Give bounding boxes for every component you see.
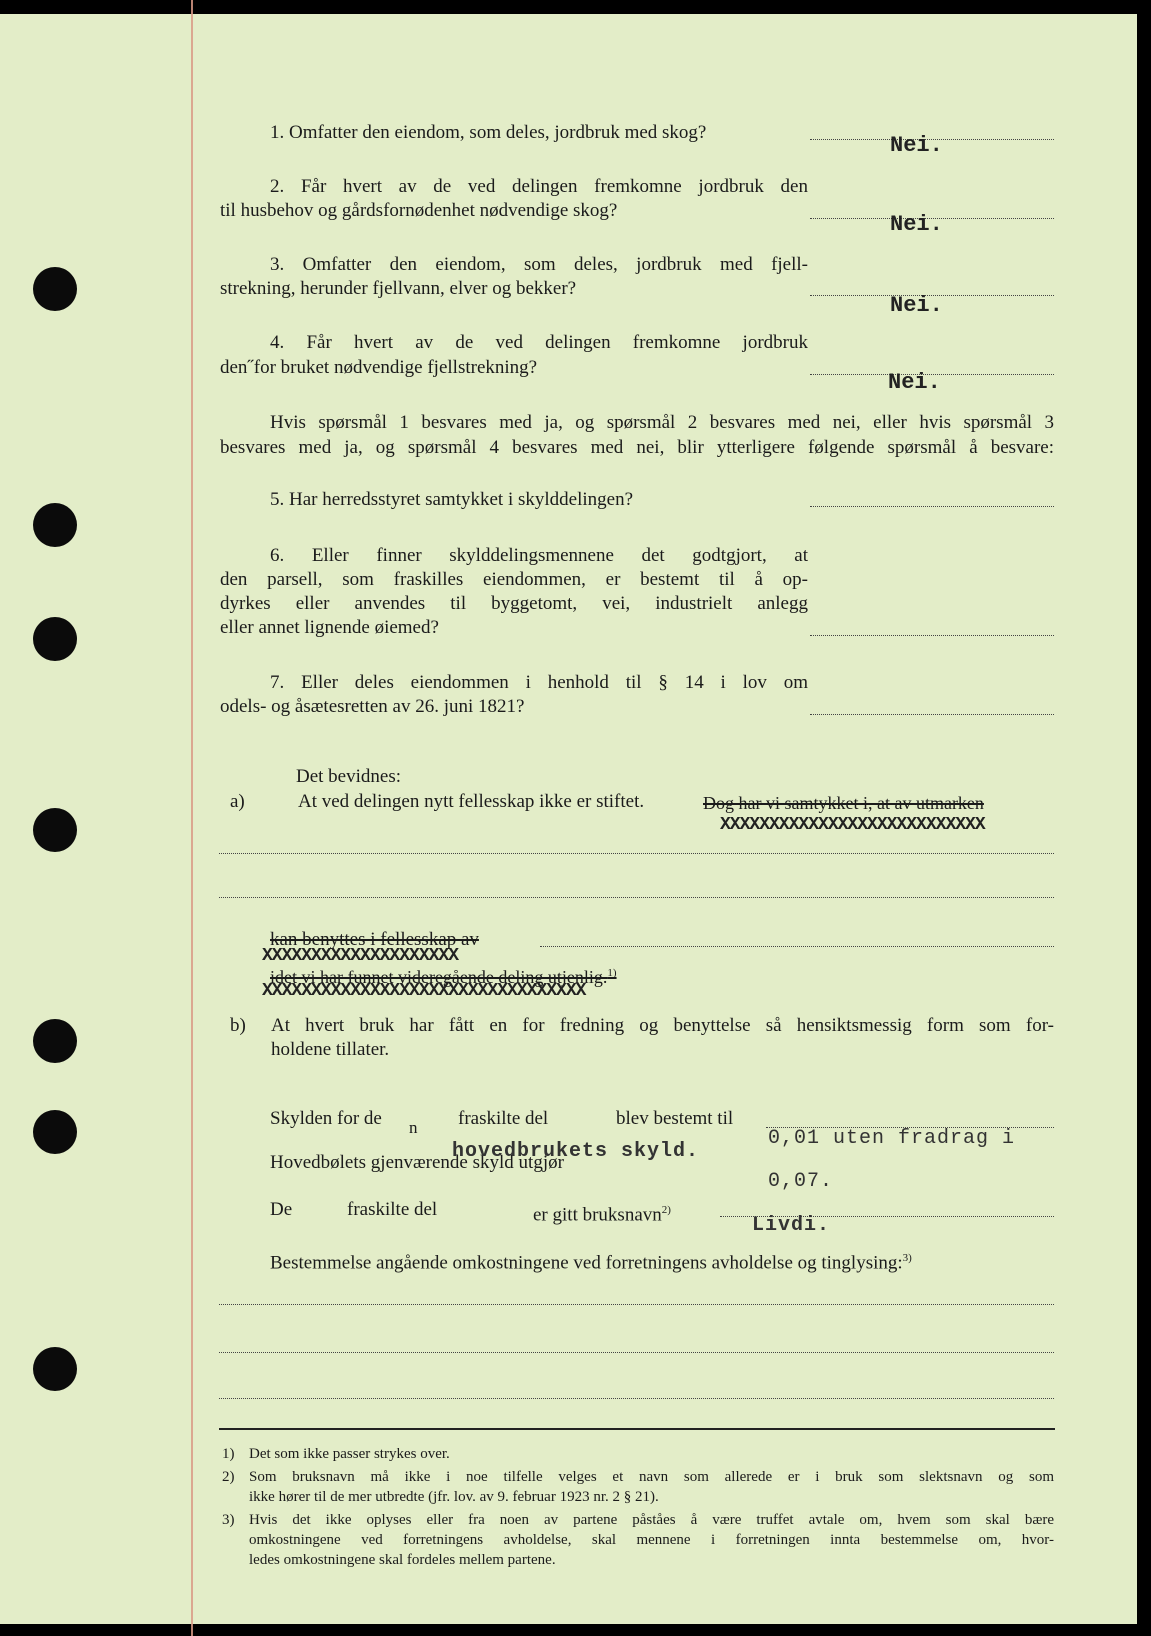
skyld-line-2-overtyped: hovedbrukets skyld. xyxy=(452,1140,700,1163)
answer-2: Nei. xyxy=(890,212,943,237)
skyld-line-3-end xyxy=(533,1198,671,1227)
punch-hole xyxy=(33,1347,77,1391)
item-a-text: At ved delingen nytt fellesskap ikke er stiftet. xyxy=(298,791,645,812)
question-6-line-1: 6. Eller finner skylddelingsmennene det godtgjort, at xyxy=(270,545,808,566)
struck-line-2: kan benyttes i fellesskap av xyxy=(270,929,479,950)
top-edge xyxy=(0,0,1151,14)
skyld-line-1-label: Skylden for de xyxy=(270,1108,382,1129)
skyld-line-3-end-text: er gitt bruksnavn xyxy=(533,1204,662,1226)
item-b-line-1: At hvert bruk har fått en for fredning og benyttelse så hensiktsmessig form som for- xyxy=(271,1015,1054,1036)
answer-line-5 xyxy=(810,506,1054,507)
question-2-line-2: til husbehov og gårdsfornødenhet nødvendige skog? xyxy=(220,200,618,221)
footnote-ref-2: 2) xyxy=(661,1204,671,1216)
question-6-line-3: dyrkes eller anvendes til byggetomt, vei, industrielt anlegg xyxy=(220,593,808,614)
x-overtype-row-3: XXXXXXXXXXXXXXXXXXXXXXXXXXXXXXXXX xyxy=(262,981,586,1001)
question-3-line-1: 3. Omfatter den eiendom, som deles, jordbruk med fjell- xyxy=(270,254,808,275)
punch-hole xyxy=(33,1110,77,1154)
blank-line-a1 xyxy=(219,853,1054,854)
punch-hole xyxy=(33,617,77,661)
item-a-struck-text: Dog har vi samtykket i, at av utmarken xyxy=(703,793,984,813)
punch-hole xyxy=(33,503,77,547)
footnote-ref-3: 3) xyxy=(902,1252,912,1264)
item-a-label: a) xyxy=(230,791,245,812)
skyld-line-1-mid: fraskilte del xyxy=(458,1108,549,1129)
intro-line-2: besvares med ja, og spørsmål 4 besvares med nei, blir ytterligere følgende spørsmål å besvare: xyxy=(220,437,1054,458)
skyld-line-4-text: Bestemmelse angående omkostningene ved forretningens avholdelse og tinglysing: xyxy=(270,1252,903,1274)
footnote-1-line-1: Det som ikke passer strykes over. xyxy=(249,1446,450,1462)
answer-line-6 xyxy=(810,635,1054,636)
intro-line-1: Hvis spørsmål 1 besvares med ja, og spørsmål 2 besvares med nei, eller hvis spørsmål 3 xyxy=(270,412,1054,433)
punch-hole xyxy=(33,267,77,311)
bottom-edge xyxy=(0,1624,1151,1636)
punch-hole xyxy=(33,808,77,852)
answer-1: Nei. xyxy=(890,133,943,158)
punch-hole xyxy=(33,1019,77,1063)
footnote-2-line-1: Som bruksnavn må ikke i noe tilfelle velges et navn som allerede er i bruk som slektsnavn og som xyxy=(249,1469,1054,1485)
footnote-3-line-1: Hvis det ikke oplyses eller fra noen av partene påståes å være truffet avtale om, hvem som skal bære xyxy=(249,1512,1054,1528)
bruksnavn-value: Livdi. xyxy=(752,1214,831,1237)
footnote-3-mark: 3) xyxy=(222,1512,235,1528)
question-2-line-1: 2. Får hvert av de ved delingen fremkomne jordbruk den xyxy=(270,176,808,197)
skyld-line-1-end: blev bestemt til xyxy=(616,1108,734,1129)
question-5: 5. Har herredsstyret samtykket i skylddelingen? xyxy=(270,489,634,510)
footnote-2-mark: 2) xyxy=(222,1469,235,1485)
item-b-line-2: holdene tillater. xyxy=(271,1039,390,1060)
question-6-line-2: den parsell, som fraskilles eiendommen, er bestemt til å op- xyxy=(220,569,808,590)
remaining-skyld-value: 0,07. xyxy=(768,1170,834,1193)
item-b-label: b) xyxy=(230,1015,246,1036)
skyld-line-3-mid: fraskilte del xyxy=(347,1199,438,1220)
footnote-2-line-2: ikke hører til de mer utbredte (jfr. lov. av 9. februar 1923 nr. 2 § 21). xyxy=(249,1489,659,1505)
skyld-line-4 xyxy=(270,1246,912,1275)
answer-4: Nei. xyxy=(888,370,941,395)
blank-line-cost-3 xyxy=(219,1398,1054,1399)
blank-line-cost-1 xyxy=(219,1304,1054,1305)
question-7-line-1: 7. Eller deles eiendommen i henhold til § 14 i lov om xyxy=(270,672,808,693)
blank-line-cost-2 xyxy=(219,1352,1054,1353)
question-6-line-4: eller annet lignende øiemed? xyxy=(220,617,439,638)
answer-line-7 xyxy=(810,714,1054,715)
footnote-3-line-2: omkostningene ved forretningens avholdelse, skal mennene i forretningen innta bestemmelse om, hvor- xyxy=(249,1532,1054,1548)
skyld-value: 0,01 uten fradrag i xyxy=(768,1127,1016,1150)
skyld-line-3-label: De xyxy=(270,1199,293,1220)
blank-line-a2 xyxy=(219,897,1054,898)
struck-line-3-text: idet vi har funnet videregående deling utjenlig. xyxy=(270,967,608,987)
question-7-line-2: odels- og åsætesretten av 26. juni 1821? xyxy=(220,696,525,717)
x-overtype-row-2: XXXXXXXXXXXXXXXXXXXX xyxy=(262,946,459,966)
x-overtype-row-1: XXXXXXXXXXXXXXXXXXXXXXXXXXX xyxy=(720,815,985,835)
margin-line xyxy=(191,0,193,1636)
question-1: 1. Omfatter den eiendom, som deles, jordbruk med skog? xyxy=(270,122,707,143)
bevidnes-heading: Det bevidnes: xyxy=(296,766,402,787)
footnote-1-mark: 1) xyxy=(222,1446,235,1462)
footnote-rule xyxy=(219,1428,1055,1430)
struck-line-2-dots xyxy=(540,946,1054,947)
question-4-line-1: 4. Får hvert av de ved delingen fremkomne jordbruk xyxy=(270,332,808,353)
skyld-line-1-n: n xyxy=(409,1118,418,1137)
skyld-line-2-label: Hovedbølets gjenværende skyld utgjør xyxy=(270,1152,564,1173)
question-3-line-2: strekning, herunder fjellvann, elver og bekker? xyxy=(220,278,577,299)
footnote-ref-1: 1) xyxy=(607,967,617,979)
question-4-line-2: den˝for bruket nødvendige fjellstrekning? xyxy=(220,357,538,378)
footnote-3-line-3: ledes omkostningene skal fordeles mellem partene. xyxy=(249,1552,556,1568)
answer-3: Nei. xyxy=(890,293,943,318)
right-edge xyxy=(1137,0,1151,1636)
